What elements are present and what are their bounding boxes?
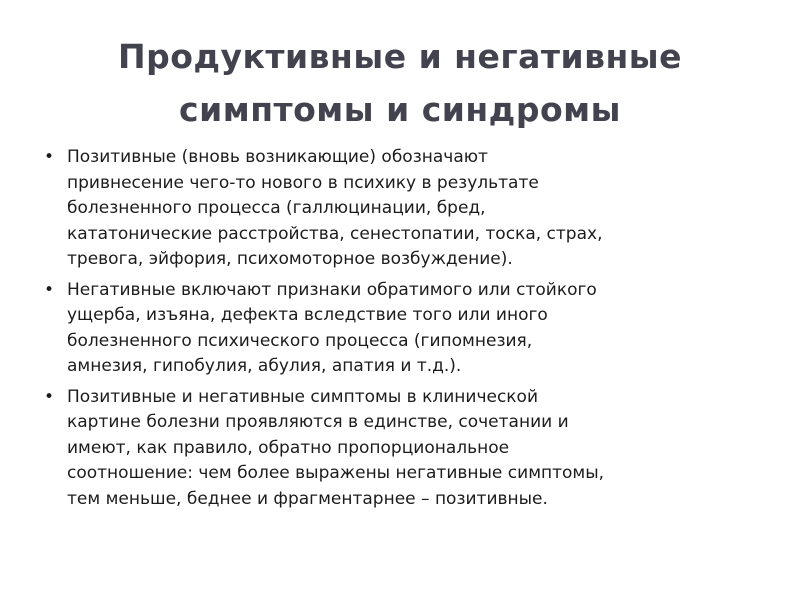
bullet-item-relationship	[44, 385, 764, 513]
slide-title-line: Продуктивные и негативные	[117, 37, 683, 76]
bullet-list	[44, 145, 764, 517]
bullet-line: Позитивные и негативные симптомы в клинической	[67, 386, 539, 407]
bullet-dot-icon: •	[44, 147, 55, 167]
bullet-dot-icon: •	[44, 386, 55, 407]
bullet-item-negative	[44, 278, 764, 380]
bullet-line: болезненного процесса (галлюцинации, бред,	[67, 198, 486, 218]
bullet-line: ущерба, изъяна, дефекта вследствие того или иного	[67, 305, 548, 325]
bullet-line: Негативные включают признаки обратимого или стойкого	[67, 279, 597, 300]
slide-title-line: симптомы и синдромы	[179, 90, 621, 129]
bullet-line: привнесение чего-то нового в психику в результате	[67, 172, 539, 193]
bullet-dot-icon: •	[44, 279, 55, 300]
bullet-line: кататонические расстройства, сенестопатии, тоска, страх,	[67, 223, 603, 244]
bullet-text	[67, 278, 764, 380]
bullet-text	[67, 145, 764, 273]
bullet-text	[67, 385, 764, 513]
slide-title	[40, 30, 760, 136]
bullet-line: амнезия, гипобулия, абулия, апатия и т.д.).	[67, 356, 462, 376]
bullet-line: Позитивные (вновь возникающие) обозначают	[67, 147, 488, 167]
bullet-line: болезненного психического процесса (гипомнезия,	[67, 330, 533, 351]
bullet-line: тревога, эйфория, психомоторное возбуждение).	[67, 249, 513, 269]
bullet-line: соотношение: чем более выражены негативные симптомы,	[67, 463, 605, 483]
bullet-line: картине болезни проявляются в единстве, сочетании и	[67, 412, 569, 432]
bullet-line: тем меньше, беднее и фрагментарнее – позитивные.	[67, 488, 548, 509]
bullet-item-positive	[44, 145, 764, 273]
bullet-line: имеют, как правило, обратно пропорциональное	[67, 437, 510, 458]
